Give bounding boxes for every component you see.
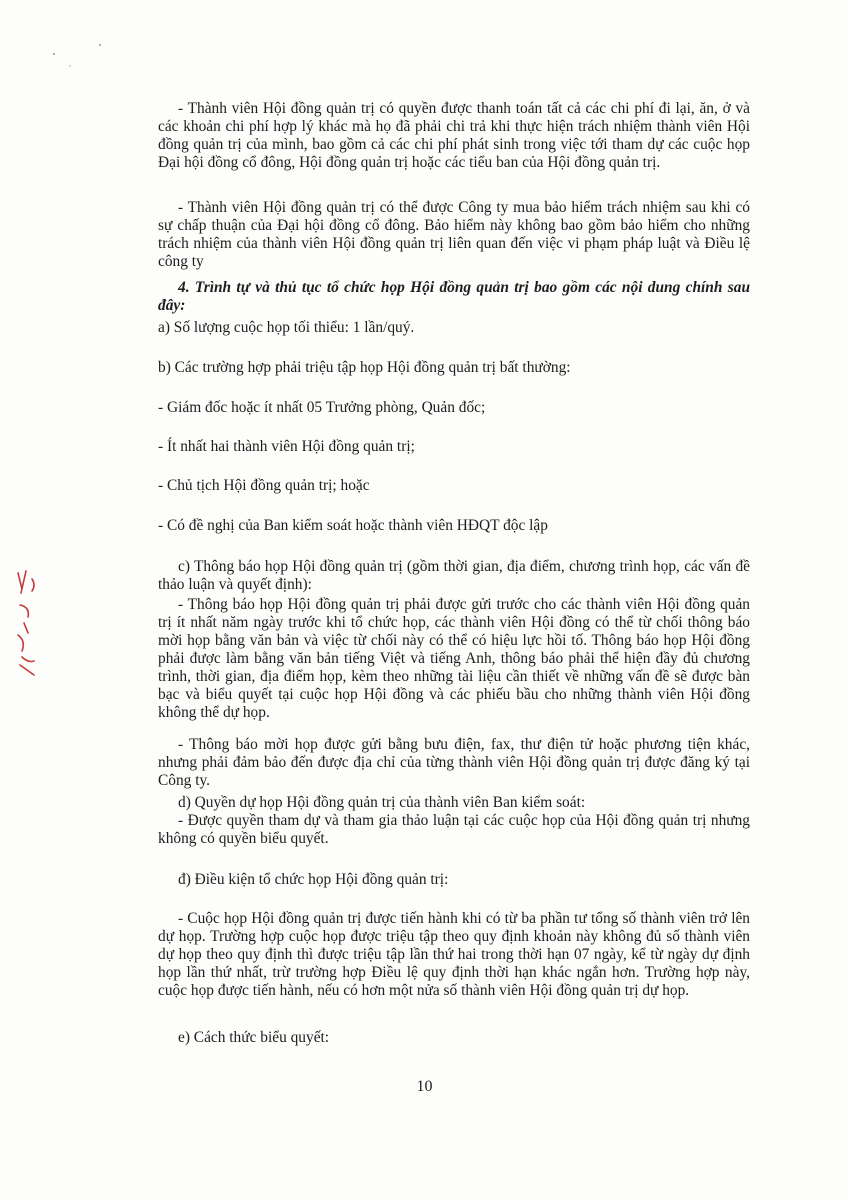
item-d: d) Quyền dự họp Hội đồng quản trị của thành viên Ban kiểm soát: — [178, 794, 586, 811]
item-c: c) Thông báo họp Hội đồng quản trị (gồm thời gian, địa điểm, chương trình họp, các vấn đề thảo luận và quyết định): — [158, 558, 750, 593]
paragraph-2: - Thành viên Hội đồng quản trị có thể được Công ty mua bảo hiểm trách nhiệm sau khi có sự chấp thuận của Đại hội đồng cổ đông. Bảo hiểm này không bao gồm bảo hiểm cho những trách nhiệm của thành viên Hội đồng quản trị liên quan đến việc vi phạm pháp luật và Điều lệ công ty — [158, 199, 750, 270]
red-stamp-fragment-icon — [12, 565, 52, 685]
item-b-3: - Chủ tịch Hội đồng quản trị; hoặc — [158, 477, 370, 494]
paragraph-c-1: - Thông báo họp Hội đồng quản trị phải được gửi trước cho các thành viên Hội đồng quản trị ít nhất năm ngày trước khi tổ chức họp, các thành viên Hội đồng có thể từ chối thông báo mời họp bằng văn bản và việc từ chối này có thể có hiệu lực hồi tố. Thông báo họp Hội đồng phải được làm bằng văn bản tiếng Việt và tiếng Anh, thông báo phải thể hiện đầy đủ chương trình, thời gian, địa điểm họp, kèm theo những tài liệu cần thiết về những vấn đề sẽ được bàn bạc và biểu quyết tại cuộc họp Hội đồng và các phiếu bầu cho những thành viên Hội đồng không thể dự họp. — [158, 596, 750, 721]
paragraph-dd-1: - Cuộc họp Hội đồng quản trị được tiến hành khi có từ ba phần tư tổng số thành viên trở lên dự họp. Trường hợp cuộc họp được triệu tập theo quy định khoản này không đủ số thành viên dự họp theo quy định thì được triệu tập lần thứ hai trong thời hạn 07 ngày, kể từ ngày dự định họp lần thứ nhất, trừ trường hợp Điều lệ quy định thời hạn khác ngắn hơn. Trường hợp này, cuộc họp được tiến hành, nếu có hơn một nửa số thành viên Hội đồng quản trị dự họp. — [158, 910, 750, 999]
section-heading: 4. Trình tự và thủ tục tổ chức họp Hội đồng quản trị bao gồm các nội dung chính sau đây: — [158, 279, 750, 314]
paragraph-d-1: - Được quyền tham dự và tham gia thảo luận tại các cuộc họp của Hội đồng quản trị nhưng không có quyền biểu quyết. — [158, 812, 750, 847]
item-b-1: - Giám đốc hoặc ít nhất 05 Trưởng phòng, Quản đốc; — [158, 399, 486, 416]
paragraph-1: - Thành viên Hội đồng quản trị có quyền được thanh toán tất cả các chi phí đi lại, ăn, ở và các khoản chi phí hợp lý khác mà họ đã phải chi trả khi thực hiện trách nhiệm thành viên Hội đồng quản trị của mình, bao gồm cả các chi phí phát sinh trong việc tới tham dự các cuộc họp Đại hội đồng cổ đông, Hội đồng quản trị hoặc các tiểu ban của Hội đồng quản trị. — [158, 100, 750, 171]
item-a: a) Số lượng cuộc họp tối thiểu: 1 lần/quý. — [158, 319, 415, 336]
item-b-2: - Ít nhất hai thành viên Hội đồng quản trị; — [158, 438, 415, 455]
item-b-4: - Có đề nghị của Ban kiểm soát hoặc thành viên HĐQT độc lập — [158, 517, 548, 534]
item-e: e) Cách thức biểu quyết: — [178, 1029, 330, 1046]
item-dd: đ) Điều kiện tổ chức họp Hội đồng quản trị: — [178, 871, 449, 888]
paragraph-c-2: - Thông báo mời họp được gửi bằng bưu điện, fax, thư điện tử hoặc phương tiện khác, nhưng phải đảm bảo đến được địa chỉ của từng thành viên Hội đồng quản trị được đăng ký tại Công ty. — [158, 736, 750, 789]
scan-speckle-icon — [48, 40, 128, 80]
page-number: 10 — [416, 1078, 433, 1095]
item-b: b) Các trường hợp phải triệu tập họp Hội đồng quản trị bất thường: — [158, 359, 571, 376]
